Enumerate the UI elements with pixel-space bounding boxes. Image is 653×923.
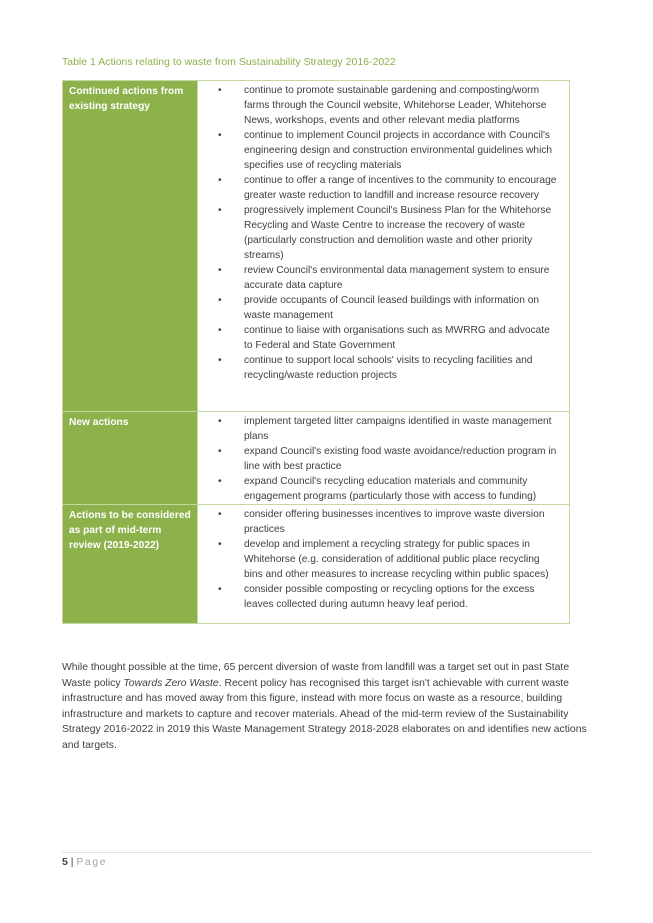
table-row-mid-term [63, 505, 570, 624]
list-item: • consider offering businesses incentives to improve waste diversion practices [218, 507, 561, 537]
actions-table [62, 80, 570, 624]
action-list [218, 414, 561, 504]
page-footer [62, 856, 107, 868]
row-body [198, 81, 570, 412]
row-heading: New actions [63, 412, 198, 505]
row-body [198, 505, 570, 624]
list-item: • continue to liaise with organisations such as MWRRG and advocate to Federal and State Government [218, 323, 561, 353]
list-item: • expand Council's recycling education materials and community engagement programs (particularly those with access to funding) [218, 474, 561, 504]
list-item: • consider possible composting or recycling options for the excess leaves collected during autumn heavy leaf period. [218, 582, 561, 612]
body-paragraph [62, 660, 587, 753]
policy-title: Towards Zero Waste [123, 677, 219, 689]
action-list [218, 83, 561, 383]
table-row-new [63, 412, 570, 505]
list-item: • continue to offer a range of incentives to the community to encourage greater waste reduction to landfill and increase resource recovery [218, 173, 561, 203]
table-row-continued [63, 81, 570, 412]
list-item: • review Council's environmental data management system to ensure accurate data capture [218, 263, 561, 293]
row-heading: Continued actions from existing strategy [63, 81, 198, 412]
table-caption: Table 1 Actions relating to waste from Sustainability Strategy 2016-2022 [62, 56, 396, 68]
row-heading: Actions to be considered as part of mid-term review (2019-2022) [63, 505, 198, 624]
paragraph-text-before: While thought possible at the time, 65 percent diversion of waste from landfill was a target set out in past State Waste policy [62, 662, 570, 689]
page-label: Page [76, 856, 107, 868]
page-number: 5 [62, 856, 68, 868]
list-item: • continue to promote sustainable gardening and composting/worm farms through the Council website, Whitehorse Leader, Whitehorse News, workshops, events and other relevant media platforms [218, 83, 561, 128]
row-body [198, 412, 570, 505]
list-item: • expand Council's existing food waste avoidance/reduction program in line with best practice [218, 444, 561, 474]
footer-divider [62, 852, 592, 853]
footer-separator: | [70, 856, 74, 868]
list-item: • continue to implement Council projects in accordance with Council's engineering design and construction environmental guidelines which specifies use of recycling materials [218, 128, 561, 173]
list-item: • provide occupants of Council leased buildings with information on waste management [218, 293, 561, 323]
list-item: • progressively implement Council's Business Plan for the Whitehorse Recycling and Waste Centre to increase the recovery of waste (particularly construction and demolition waste and other priority streams) [218, 203, 561, 263]
paragraph-text-after: . Recent policy has recognised this target isn't achievable with current waste infrastructure and has moved away from this figure, instead with more focus on waste as a resource, building infrastructure and markets to capture and recover materials. Ahead of the mid-term review of the Sustainability Strategy 2016-2022 in 2019 this Waste Management Strategy 2018-2028 elaborates on and identifies new actions and targets. [62, 677, 587, 751]
list-item: • continue to support local schools' visits to recycling facilities and recycling/waste reduction projects [218, 353, 561, 383]
list-item: • develop and implement a recycling strategy for public spaces in Whitehorse (e.g. consideration of additional public place recycling bins and other measures to increase recycling within public spaces) [218, 537, 561, 582]
action-list [218, 507, 561, 612]
list-item: • implement targeted litter campaigns identified in waste management plans [218, 414, 561, 444]
